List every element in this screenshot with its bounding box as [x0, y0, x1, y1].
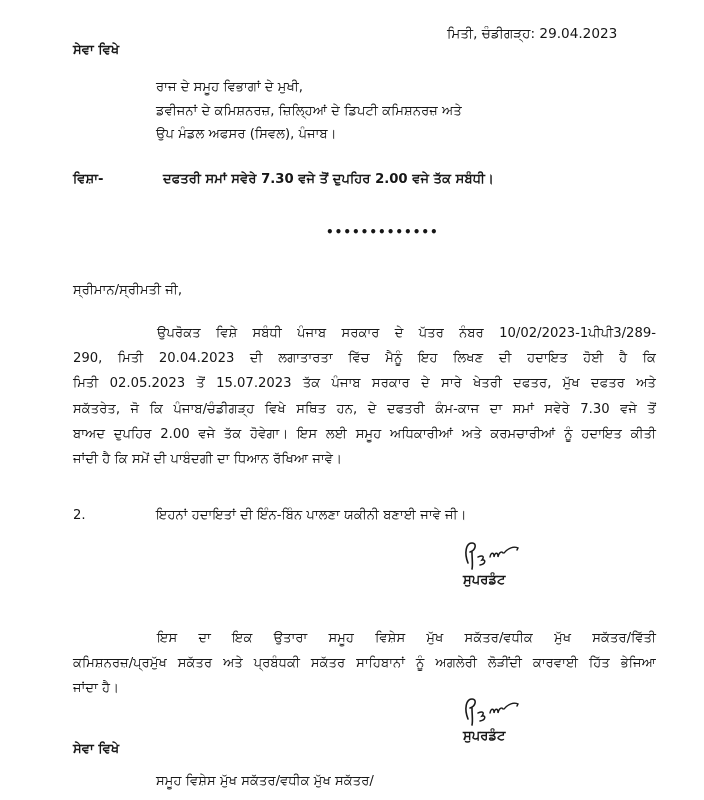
- paragraph-1: [73, 321, 656, 472]
- recipient-line: ਸਮੂਹ ਵਿਸ਼ੇਸ ਮੁੱਖ ਸਕੱਤਰ/ਵਧੀਕ ਮੁੱਖ ਸਕੱਤਰ/: [156, 774, 374, 789]
- recipient-line: ਡਵੀਜਨਾਂ ਦੇ ਕਮਿਸ਼ਨਰਜ਼, ਜ਼ਿਲ੍ਹਿਆਂ ਦੇ ਡਿਪਟੀ ਕਮਿਸ਼ਨਰਜ਼ ਅਤੇ: [156, 104, 462, 119]
- paragraph-line: ਬਾਅਦ ਦੁਪਹਿਰ 2.00 ਵਜੇ ਤੱਕ ਹੋਵੇਗਾ। ਇਸ ਲਈ ਸਮੂਹ ਅਧਿਕਾਰੀਆਂ ਅਤੇ ਕਰਮਚਾਰੀਆਂ ਨੂੰ ਹਦਾਇਤ ਕੀਤੀ: [73, 426, 656, 442]
- signatory-title: ਸੁਪਰਡੰਟ: [463, 729, 506, 744]
- paragraph-line: ਕਮਿਸ਼ਨਰਜ਼/ਪ੍ਰਮੁੱਖ ਸਕੱਤਰ ਅਤੇ ਪ੍ਰਬੰਧਕੀ ਸਕੱਤਰ ਸਾਹਿਬਾਨਾਂ ਨੂੰ ਅਗਲੇਰੀ ਲੋੜੀਂਦੀ ਕਾਰਵਾਈ ਹਿੱਤ ਭੇਜਿਆ: [73, 656, 656, 672]
- signature-block: [460, 693, 520, 744]
- recipients-label-2: ਸੇਵਾ ਵਿਖੇ: [73, 742, 120, 757]
- paragraph-line: ਉਪਰੋਕਤ ਵਿਸ਼ੇ ਸਬੰਧੀ ਪੰਜਾਬ ਸਰਕਾਰ ਦੇ ਪੱਤਰ ਨੰਬਰ 10/02/2023-1ਪੀਪੀ3/289-: [157, 326, 656, 341]
- separator-dots: •••••••••••••: [326, 225, 439, 239]
- signatory-title: ਸੁਪਰਡੰਟ: [463, 573, 506, 588]
- salutation: ਸ੍ਰੀਮਾਨ/ਸ੍ਰੀਮਤੀ ਜੀ,: [73, 283, 183, 298]
- recipient-line: ਰਾਜ ਦੇ ਸਮੂਹ ਵਿਭਾਗਾਂ ਦੇ ਮੁਖੀ,: [156, 80, 304, 95]
- date-line: ਮਿਤੀ, ਚੰਡੀਗੜ੍ਹ: 29.04.2023: [447, 26, 618, 42]
- signature-block: [460, 537, 520, 588]
- paragraph-3: [73, 626, 656, 702]
- signature-icon: [460, 693, 520, 727]
- paragraph-line: ਇਸ ਦਾ ਇਕ ਉਤਾਰਾ ਸਮੂਹ ਵਿਸ਼ੇਸ ਮੁੱਖ ਸਕੱਤਰ/ਵਧੀਕ ਮੁੱਖ ਸਕੱਤਰ/ਵਿੱਤੀ: [157, 631, 656, 646]
- paragraph-line: ਮਿਤੀ 02.05.2023 ਤੋਂ 15.07.2023 ਤੱਕ ਪੰਜਾਬ ਸਰਕਾਰ ਦੇ ਸਾਰੇ ਖੇਤਰੀ ਦਫਤਰ, ਮੁੱਖ ਦਫਤਰ ਅਤੇ: [73, 376, 656, 392]
- paragraph-2-number: 2.: [73, 508, 86, 523]
- signature-icon: [460, 537, 520, 571]
- paragraph-line: ਸਕੱਤਰੇਤ, ਜੋ ਕਿ ਪੰਜਾਬ/ਚੰਡੀਗੜ੍ਹ ਵਿਖੇ ਸਥਿਤ ਹਨ, ਦੇ ਦਫਤਰੀ ਕੰਮ-ਕਾਜ ਦਾ ਸਮਾਂ ਸਵੇਰੇ 7.30 ਵਜੇ ਤੋਂ: [73, 401, 656, 417]
- recipients-label: ਸੇਵਾ ਵਿਖੇ: [73, 43, 120, 58]
- paragraph-line: ਜਾਂਦਾ ਹੈ।: [73, 681, 120, 697]
- paragraph-line: 290, ਮਿਤੀ 20.04.2023 ਦੀ ਲਗਾਤਾਰਤਾ ਵਿੱਚ ਮੈਨੂੰ ਇਹ ਲਿਖਣ ਦੀ ਹਦਾਇਤ ਹੋਈ ਹੈ ਕਿ: [73, 351, 656, 367]
- paragraph-2-text: ਇਹਨਾਂ ਹਦਾਇਤਾਂ ਦੀ ਇੰਨ-ਬਿੰਨ ਪਾਲਣਾ ਯਕੀਨੀ ਬਣਾਈ ਜਾਵੇ ਜੀ।: [156, 508, 467, 523]
- subject-text: ਦਫਤਰੀ ਸਮਾਂ ਸਵੇਰੇ 7.30 ਵਜੇ ਤੋਂ ਦੁਪਹਿਰ 2.00 ਵਜੇ ਤੱਕ ਸਬੰਧੀ।: [163, 172, 494, 187]
- recipient-line: ਉਪ ਮੰਡਲ ਅਫਸਰ (ਸਿਵਲ), ਪੰਜਾਬ।: [156, 127, 337, 142]
- subject-label: ਵਿਸ਼ਾ-: [73, 172, 104, 187]
- paragraph-line: ਜਾਂਦੀ ਹੈ ਕਿ ਸਮੇਂ ਦੀ ਪਾਬੰਦਗੀ ਦਾ ਧਿਆਨ ਰੱਖਿਆ ਜਾਵੇ।: [73, 452, 342, 468]
